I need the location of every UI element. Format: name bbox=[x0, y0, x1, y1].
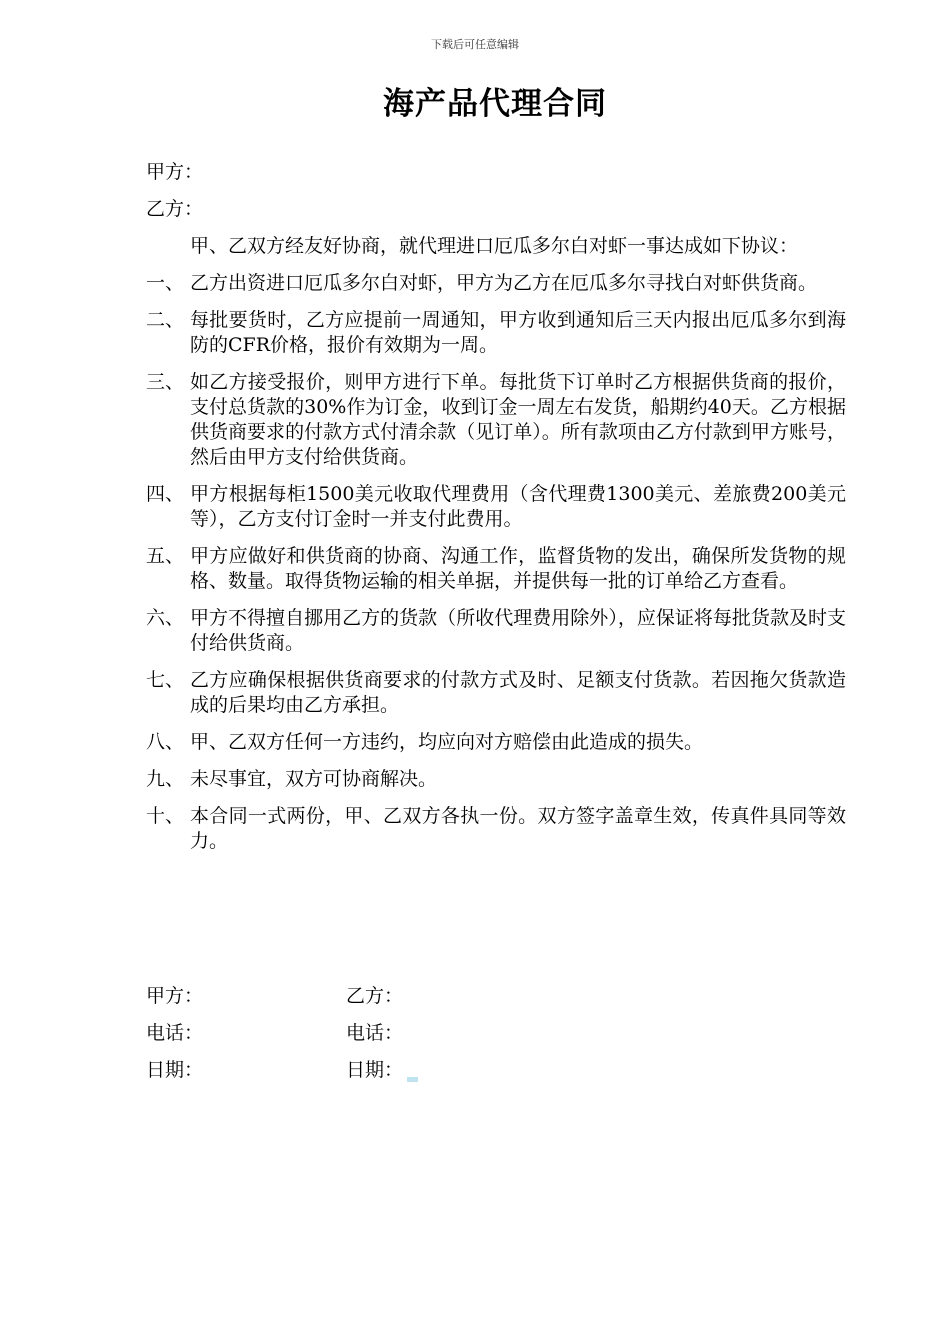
clause-text: 乙方出资进口厄瓜多尔白对虾，甲方为乙方在厄瓜多尔寻找白对虾供货商。 bbox=[190, 272, 818, 294]
clause-text: 甲、乙双方任何一方违约，均应向对方赔偿由此造成的损失。 bbox=[190, 731, 704, 753]
signature-party-row bbox=[146, 984, 418, 1009]
signature-phone-a: 电话： bbox=[146, 1022, 204, 1044]
clause-number: 六、 bbox=[146, 607, 185, 629]
clause-number: 五、 bbox=[146, 545, 185, 567]
party-b-label: 乙方： bbox=[146, 198, 204, 220]
clause-4 bbox=[146, 482, 846, 532]
highlight-marker bbox=[407, 1077, 418, 1082]
clause-1 bbox=[146, 271, 846, 296]
clause-number: 九、 bbox=[146, 768, 185, 790]
clause-text: 未尽事宜，双方可协商解决。 bbox=[190, 768, 438, 790]
clause-text: 每批要货时，乙方应提前一周通知，甲方收到通知后三天内报出厄瓜多尔到海防的CFR价格，报价有效期为一周。 bbox=[190, 309, 846, 356]
clause-number: 一、 bbox=[146, 272, 185, 294]
clause-number: 四、 bbox=[146, 483, 185, 505]
clause-number: 二、 bbox=[146, 309, 185, 331]
clause-8 bbox=[146, 730, 846, 755]
clause-text: 甲方不得擅自挪用乙方的货款（所收代理费用除外），应保证将每批货款及时支付给供货商。 bbox=[190, 607, 846, 654]
document-title: 海产品代理合同 bbox=[383, 86, 607, 122]
signature-party-a: 甲方： bbox=[146, 985, 204, 1007]
header-note: 下载后可任意编辑 bbox=[431, 38, 519, 51]
clause-number: 七、 bbox=[146, 669, 185, 691]
signature-date-b: 日期： bbox=[346, 1059, 404, 1081]
signature-date-row bbox=[146, 1058, 418, 1083]
party-a-label: 甲方： bbox=[146, 161, 204, 183]
clause-number: 八、 bbox=[146, 731, 185, 753]
clause-9 bbox=[146, 767, 846, 792]
clause-text: 本合同一式两份，甲、乙双方各执一份。双方签字盖章生效，传真件具同等效力。 bbox=[190, 805, 846, 852]
clause-7 bbox=[146, 668, 846, 718]
signature-phone-row bbox=[146, 1021, 418, 1046]
clause-text: 如乙方接受报价，则甲方进行下单。每批货下订单时乙方根据供货商的报价，支付总货款的30%作为订金，收到订金一周左右发货，船期约40天。乙方根据供货商要求的付款方式付清余款（见订单）。所有款项由乙方付款到甲方账号，然后由甲方支付给供货商。 bbox=[190, 371, 846, 468]
intro-paragraph: 甲、乙双方经友好协商，就代理进口厄瓜多尔白对虾一事达成如下协议： bbox=[190, 235, 799, 257]
signature-date-b-wrap bbox=[346, 1058, 418, 1083]
signature-phone-b: 电话： bbox=[346, 1022, 404, 1044]
clause-10 bbox=[146, 804, 846, 854]
clause-2 bbox=[146, 308, 846, 358]
clause-number: 三、 bbox=[146, 371, 185, 393]
contract-body bbox=[146, 160, 846, 866]
clause-text: 甲方根据每柜1500美元收取代理费用（含代理费1300美元、差旅费200美元等），乙方支付订金时一并支付此费用。 bbox=[190, 483, 846, 530]
clause-text: 乙方应确保根据供货商要求的付款方式及时、足额支付货款。若因拖欠货款造成的后果均由乙方承担。 bbox=[190, 669, 846, 716]
clause-number: 十、 bbox=[146, 805, 185, 827]
clause-5 bbox=[146, 544, 846, 594]
clause-6 bbox=[146, 606, 846, 656]
signature-party-b: 乙方： bbox=[346, 985, 404, 1007]
signature-date-a: 日期： bbox=[146, 1059, 204, 1081]
signature-block bbox=[146, 984, 418, 1095]
clause-3 bbox=[146, 370, 846, 470]
clause-text: 甲方应做好和供货商的协商、沟通工作，监督货物的发出，确保所发货物的规格、数量。取得货物运输的相关单据，并提供每一批的订单给乙方查看。 bbox=[190, 545, 846, 592]
